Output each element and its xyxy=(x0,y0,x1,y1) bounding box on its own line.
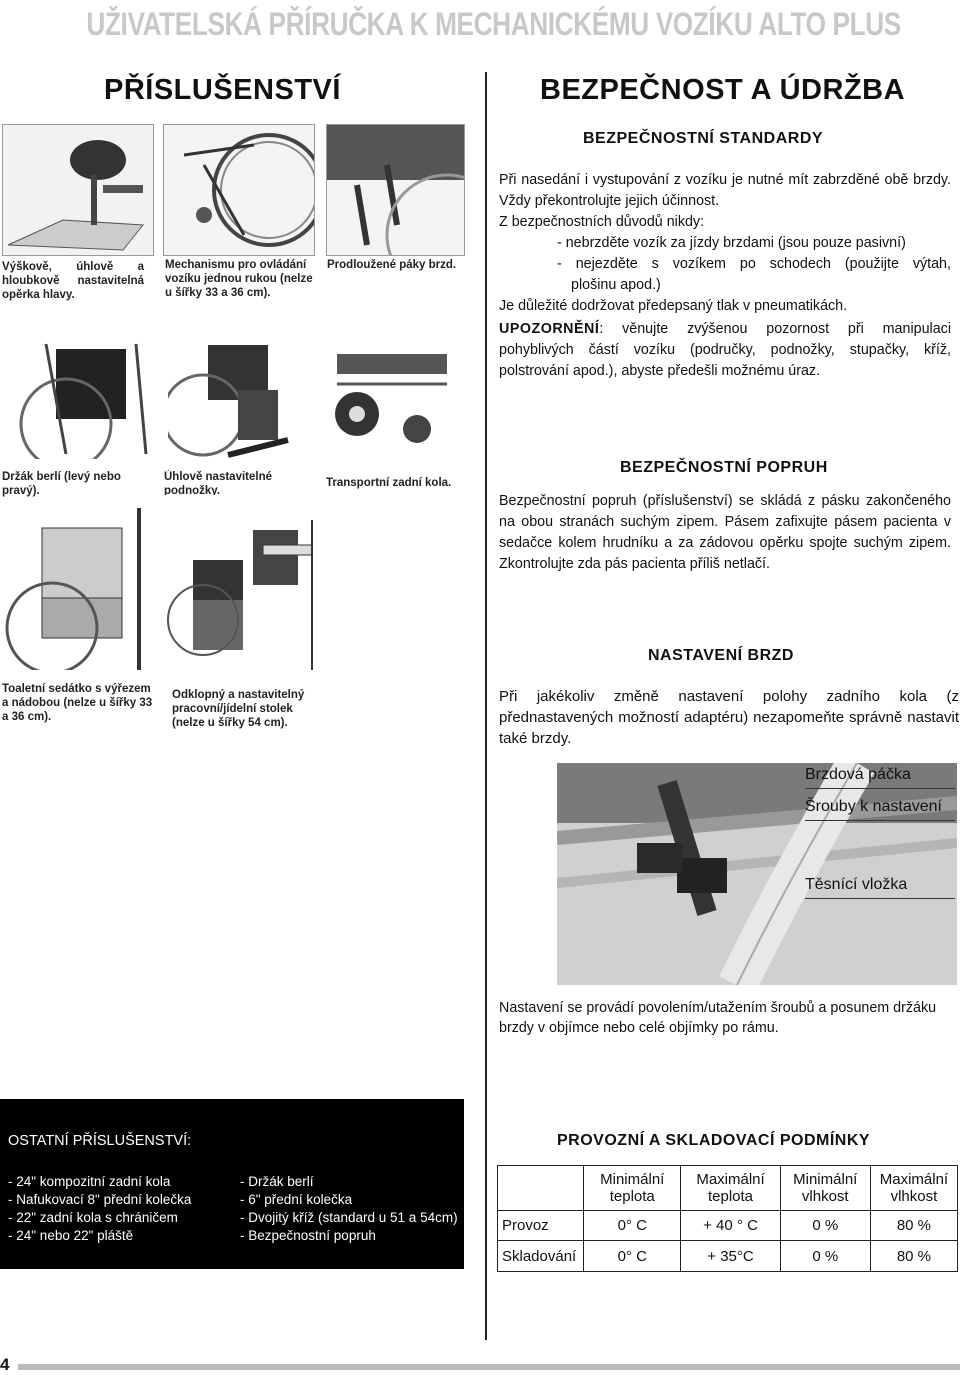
brake-levers-photo xyxy=(326,124,465,256)
standards-bullet-continued: plošinu apod.) xyxy=(571,277,661,293)
list-item: - 22" zadní kola s chráničem xyxy=(8,1210,178,1225)
safety-standards-text xyxy=(499,170,951,382)
table-header-cell: Maximální teplota xyxy=(681,1166,780,1211)
table-header-cell: Minimální teplota xyxy=(584,1166,681,1211)
standards-warning xyxy=(499,319,951,382)
table-row xyxy=(498,1241,958,1272)
column-divider xyxy=(485,72,487,1340)
toilet-seat-photo xyxy=(2,508,156,670)
table-header-cell: Minimální vlhkost xyxy=(780,1166,870,1211)
list-item: - 6" přední kolečka xyxy=(240,1192,353,1207)
conditions-table xyxy=(497,1165,958,1272)
list-item: - Nafukovací 8" přední kolečka xyxy=(8,1192,192,1207)
standards-paragraph: Je důležité dodržovat předepsaný tlak v pneumatikách. xyxy=(499,298,848,314)
footrest-caption: Úhlově nastavitelné podnožky. xyxy=(164,471,273,495)
list-item: - 24" nebo 22" pláště xyxy=(8,1228,134,1243)
warning-text: : věnujte zvýšenou pozornost při manipulaci pohyblivých částí vozíku (područky, podnožky, stupačky, kříž, polstrování apod.), abyste předešli možnému úraz. xyxy=(499,321,951,379)
list-item: - 24" kompozitní zadní kola xyxy=(8,1174,171,1189)
brake-adjustment-text: Při jakékoliv změně nastavení polohy zadního kola (z přednastavených možností adaptéru) nezapomeňte správně nastavit také brzdy. xyxy=(499,688,959,747)
other-accessories-title: OSTATNÍ PŘÍSLUŠENSTVÍ: xyxy=(8,1133,192,1149)
safety-title: BEZPEČNOST A ÚDRŽBA xyxy=(540,74,906,106)
list-item: - Dvojitý kříž (standard u 51 a 54cm) xyxy=(240,1210,458,1225)
crutch-holder-caption: Držák berlí (levý nebo pravý). xyxy=(2,471,121,497)
standards-paragraph: Při nasedání i vystupování z vozíku je nutné mít zabrzděné obě brzdy. Vždy překontrolujte jejich účinnost. xyxy=(499,172,951,209)
brake-adjustment-heading: NASTAVENÍ BRZD xyxy=(648,647,794,664)
table-cell: 0° C xyxy=(584,1211,681,1241)
one-hand-mechanism-photo xyxy=(163,124,315,256)
sealing-insert-label: Těsnící vložka xyxy=(805,876,955,899)
one-hand-caption: Mechanismu pro ovládání vozíku jednou rukou (nelze u šířky 33 a 36 cm). xyxy=(165,259,313,299)
transport-wheels-caption: Transportní zadní kola. xyxy=(326,477,452,489)
other-accessories-list-2 xyxy=(240,1173,458,1245)
conditions-heading: PROVOZNÍ A SKLADOVACÍ PODMÍNKY xyxy=(557,1132,871,1149)
table-row xyxy=(498,1211,958,1241)
transport-wheels-photo xyxy=(327,334,464,459)
brake-lever-label: Brzdová páčka xyxy=(805,766,955,789)
table-cell: 80 % xyxy=(870,1241,957,1272)
other-accessories-box xyxy=(0,1099,464,1269)
table-header-empty xyxy=(498,1166,584,1211)
safety-belt-text: Bezpečnostní popruh (příslušenství) se skládá z pásku zakončeného na obou stranách suchým zipem. Pásem zafixujte pásem pacienta v sedačce kolem hrudníku a za zádovou opěrku spojte suchým zipem. Zkontrolujte zda pás pacienta příliš netlačí. xyxy=(499,493,951,572)
safety-standards-heading: BEZPEČNOSTNÍ STANDARDY xyxy=(583,130,824,147)
footrest-photo xyxy=(168,330,318,462)
table-cell: 0 % xyxy=(780,1241,870,1272)
table-cell: Skladování xyxy=(498,1241,584,1272)
table-cell: + 35°C xyxy=(681,1241,780,1272)
safety-belt-heading: BEZPEČNOSTNÍ POPRUH xyxy=(620,459,828,476)
table-cell: 0 % xyxy=(780,1211,870,1241)
footer-bar xyxy=(18,1364,960,1370)
headrest-caption: Výškově, úhlově a hloubkově nastavitelná opěrka hlavy. xyxy=(2,261,144,301)
brake-adjustment-note: Nastavení se provádí povolením/utažením šroubů a posunem držáku brzdy v objímce nebo celé objímky po rámu. xyxy=(499,1000,937,1036)
document-header: UŽIVATELSKÁ PŘÍRUČKA K MECHANICKÉMU VOZÍKU ALTO PLUS xyxy=(86,6,901,42)
standards-bullet: - nejezděte s vozíkem po schodech (použijte výtah, xyxy=(557,256,951,272)
headrest-photo xyxy=(2,124,154,256)
table-cell: Provoz xyxy=(498,1211,584,1241)
adjustment-screws-label: Šrouby k nastavení xyxy=(805,798,955,821)
standards-bullet: - nebrzděte vozík za jízdy brzdami (jsou pouze pasivní) xyxy=(557,235,906,251)
toilet-seat-caption: Toaletní sedátko s výřezem a nádobou (nelze u šířky 33 a 36 cm). xyxy=(2,683,153,723)
accessories-title: PŘÍSLUŠENSTVÍ xyxy=(104,74,341,106)
brake-levers-caption: Prodloužené páky brzd. xyxy=(327,259,457,271)
list-item: - Držák berlí xyxy=(240,1174,314,1189)
table-header-cell: Maximální vlhkost xyxy=(870,1166,957,1211)
brake-legend xyxy=(805,766,955,821)
warning-label: UPOZORNĚNÍ xyxy=(499,321,600,337)
table-cell: + 40 ° C xyxy=(681,1211,780,1241)
table-caption: Odklopný a nastavitelný pracovní/jídelní stolek (nelze u šířky 54 cm). xyxy=(172,689,305,729)
standards-paragraph: Z bezpečnostních důvodů nikdy: xyxy=(499,214,705,230)
list-item: - Bezpečnostní popruh xyxy=(240,1228,376,1243)
table-photo xyxy=(163,520,313,670)
other-accessories-list-1 xyxy=(8,1173,191,1245)
table-cell: 80 % xyxy=(870,1211,957,1241)
crutch-holder-photo xyxy=(6,334,161,459)
page-number: 4 xyxy=(0,1355,10,1374)
table-cell: 0° C xyxy=(584,1241,681,1272)
